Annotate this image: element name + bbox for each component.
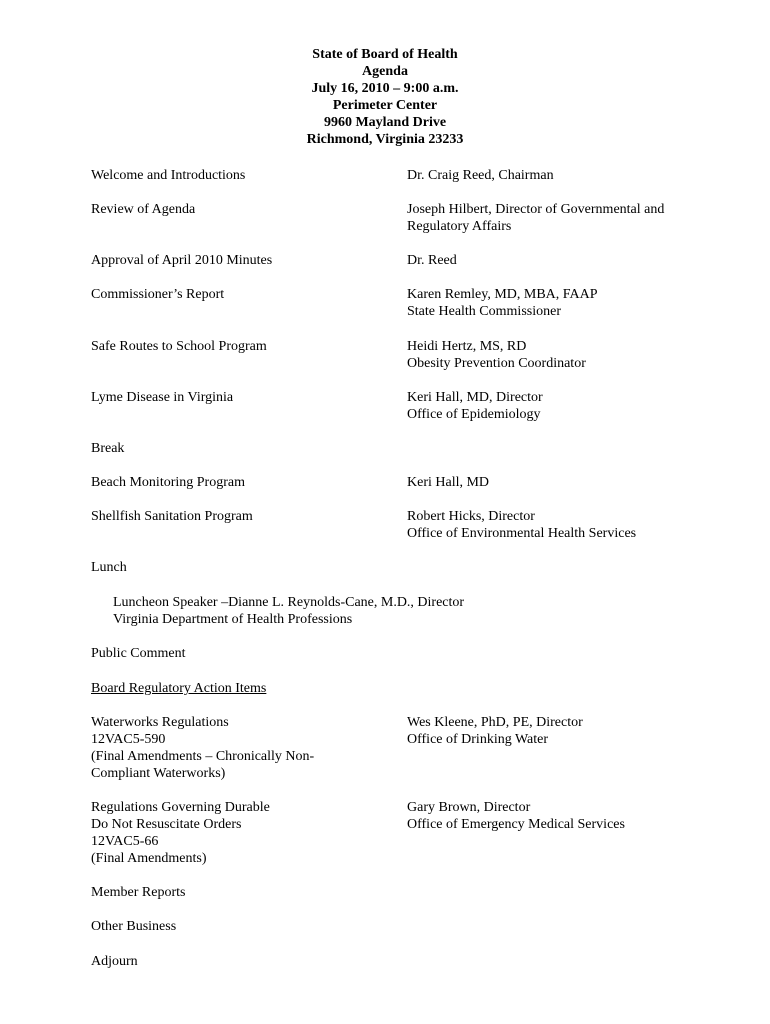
agenda-item-title: Welcome and Introductions: [91, 168, 246, 183]
presenter-line: Keri Hall, MD: [407, 475, 490, 490]
agenda-item-presenter: [407, 389, 727, 423]
agenda-item-title: Other Business: [91, 919, 177, 934]
presenter-line: Obesity Prevention Coordinator: [407, 356, 586, 371]
presenter-line: Gary Brown, Director: [407, 800, 531, 815]
presenter-line: Office of Epidemiology: [407, 407, 541, 422]
luncheon-speaker-line: Virginia Department of Health Professions: [113, 612, 353, 627]
board-title: State of Board of Health: [312, 47, 458, 62]
presenter-line: State Health Commissioner: [407, 304, 561, 319]
agenda-item-presenter: [407, 338, 727, 372]
agenda-item-title: Break: [91, 441, 125, 456]
agenda-item-title: Member Reports: [91, 885, 186, 900]
presenter-line: Robert Hicks, Director: [407, 509, 535, 524]
agenda-item-title: Lunch: [91, 560, 127, 575]
agenda-item-title: [91, 799, 391, 867]
agenda-item-title: Shellfish Sanitation Program: [91, 509, 253, 524]
agenda-item-title: Commissioner’s Report: [91, 287, 225, 302]
presenter-line: Regulatory Affairs: [407, 219, 512, 234]
section-heading: Board Regulatory Action Items: [91, 681, 267, 696]
presenter-line: Office of Emergency Medical Services: [407, 817, 625, 832]
title-line: Compliant Waterworks): [91, 766, 226, 781]
agenda-item-presenter: [407, 508, 727, 542]
venue-name: Perimeter Center: [332, 98, 438, 113]
title-line: 12VAC5-66: [91, 834, 159, 849]
title-line: Regulations Governing Durable: [91, 800, 270, 815]
presenter-line: Dr. Reed: [407, 253, 457, 268]
agenda-item-title: Public Comment: [91, 646, 186, 661]
presenter-line: Heidi Hertz, MS, RD: [407, 339, 527, 354]
agenda-item-title: Review of Agenda: [91, 202, 196, 217]
presenter-line: Wes Kleene, PhD, PE, Director: [407, 715, 583, 730]
agenda-item-title: Adjourn: [91, 954, 138, 969]
presenter-line: Joseph Hilbert, Director of Governmental and: [407, 202, 665, 217]
luncheon-speaker-line: Luncheon Speaker –Dianne L. Reynolds-Cane, M.D., Director: [113, 595, 465, 610]
meeting-date: July 16, 2010 – 9:00 a.m.: [311, 81, 459, 96]
presenter-line: Office of Drinking Water: [407, 732, 549, 747]
agenda-title: Agenda: [362, 64, 408, 79]
agenda-header: [0, 46, 770, 148]
agenda-item-title: [91, 714, 391, 782]
agenda-item-presenter: [407, 252, 727, 269]
agenda-item-presenter: [407, 799, 727, 833]
agenda-item-title: Beach Monitoring Program: [91, 475, 245, 490]
title-line: 12VAC5-590: [91, 732, 166, 747]
agenda-item-presenter: [407, 714, 727, 748]
agenda-item-title: Safe Routes to School Program: [91, 339, 267, 354]
presenter-line: Office of Environmental Health Services: [407, 526, 637, 541]
presenter-line: Keri Hall, MD, Director: [407, 390, 543, 405]
agenda-item-presenter: [407, 167, 727, 184]
title-line: Do Not Resuscitate Orders: [91, 817, 242, 832]
venue-city: Richmond, Virginia 23233: [306, 132, 464, 147]
luncheon-speaker: [113, 594, 753, 628]
presenter-line: Karen Remley, MD, MBA, FAAP: [407, 287, 598, 302]
agenda-item-title: Approval of April 2010 Minutes: [91, 253, 273, 268]
title-line: Waterworks Regulations: [91, 715, 229, 730]
title-line: (Final Amendments): [91, 851, 207, 866]
presenter-line: Dr. Craig Reed, Chairman: [407, 168, 554, 183]
agenda-item-presenter: [407, 286, 727, 320]
title-line: (Final Amendments – Chronically Non-: [91, 749, 315, 764]
agenda-item-title: Lyme Disease in Virginia: [91, 390, 234, 405]
venue-street: 9960 Mayland Drive: [323, 115, 447, 130]
agenda-item-presenter: [407, 474, 727, 491]
agenda-item-presenter: [407, 201, 727, 235]
